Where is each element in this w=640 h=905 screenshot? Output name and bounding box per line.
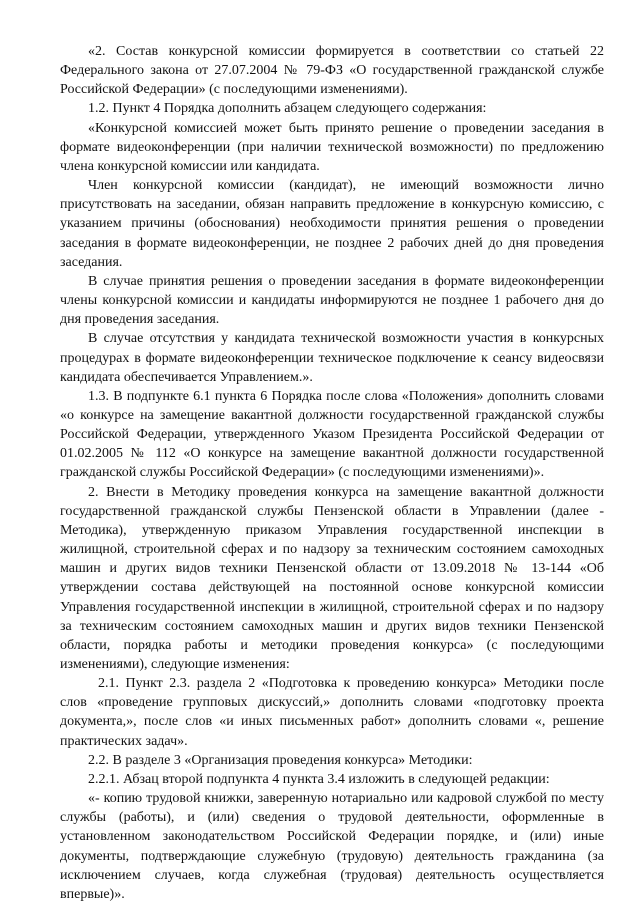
- paragraph-2-methodology: 2. Внести в Методику проведения конкурса на замещение вакантной должности государственной гражданской службы Пензенской области в Управлении (далее - Методика), утвержденную приказом Управления государственной инспекции в жилищной, строительной сферах и по надзору за техническим состоянием самоходных машин и других видов техники Пензенской области от 13.09.2018 № 13-144 «Об утверждении состава действующей на постоянной основе конкурсной комиссии Управления государственной инспекции в жилищной, строительной сферах и по надзору за техническим состоянием самоходных машин и других видов техники Пензенской области, порядка работы и методики проведения конкурса» (с последующими изменениями), следующие изменения:: [60, 484, 604, 672]
- paragraph-commission-composition: «2. Состав конкурсной комиссии формируется в соответствии со статьей 22 Федерального закона от 27.07.2004 № 79-ФЗ «О государственной гражданской службе Российской Федерации» (с последующими изменениями).: [60, 44, 604, 98]
- paragraph-2-2-1: 2.2.1. Абзац второй подпункта 4 пункта 3.4 изложить в следующей редакции:: [88, 771, 550, 787]
- paragraph-1-2: 1.2. Пункт 4 Порядка дополнить абзацем следующего содержания:: [88, 101, 487, 117]
- paragraph-2-1: 2.1. Пункт 2.3. раздела 2 «Подготовка к проведению конкурса» Методики после слов «проведение групповых дискуссий,» дополнить словами «подготовку проекта документа,», после слов «и иных письменных работ» дополнить словами «, решение практических задач».: [60, 676, 604, 749]
- paragraph-1-3: 1.3. В подпункте 6.1 пункта 6 Порядка после слова «Положения» дополнить словами «о конкурсе на замещение вакантной должности государственной гражданской службы Российской Федерации, утвержденного Указом Президента Российской Федерации от 01.02.2005 № 112 «О конкурсе на замещение вакантной должности государственной гражданской службы Российской Федерации» (с последующими изменениями)».: [60, 388, 604, 481]
- paragraph-videoconference-decision: «Конкурсной комиссией может быть принято решение о проведении заседания в формате видеоконференции (при наличии технической возможности) по предложению члена конкурсной комиссии или кандидата.: [60, 120, 604, 174]
- paragraph-technical-connection: В случае отсутствия у кандидата технической возможности участия в конкурсных процедурах в формате видеоконференции техническое подключение к сеансу видеосвязи кандидата обеспечивается Управлением.».: [60, 331, 604, 385]
- paragraph-2-2: 2.2. В разделе 3 «Организация проведения конкурса» Методики:: [88, 752, 473, 768]
- paragraph-labor-book: «- копию трудовой книжки, заверенную нотариально или кадровой службой по месту службы (работы), и (или) сведения о трудовой деятельности, оформленные в установленном законодательством Российской Федерации порядке, и (или) иные документы, подтверждающие служебную (трудовую) деятельность гражданина (за исключением случаев, когда служебная (трудовая) деятельность осуществляется впервые)».: [60, 791, 604, 902]
- paragraph-member-proposal: Член конкурсной комиссии (кандидат), не имеющий возможности лично присутствовать на заседании, обязан направить предложение в конкурсную комиссию, с указанием причины (обоснования) необходимости принятия решения о проведении заседания в формате видеоконференции, не позднее 2 рабочих дней до дня проведения заседания.: [60, 178, 604, 270]
- paragraph-notification: В случае принятия решения о проведении заседания в формате видеоконференции члены конкурсной комиссии и кандидаты информируются не позднее 1 рабочего дня до дня проведения заседания.: [60, 273, 604, 328]
